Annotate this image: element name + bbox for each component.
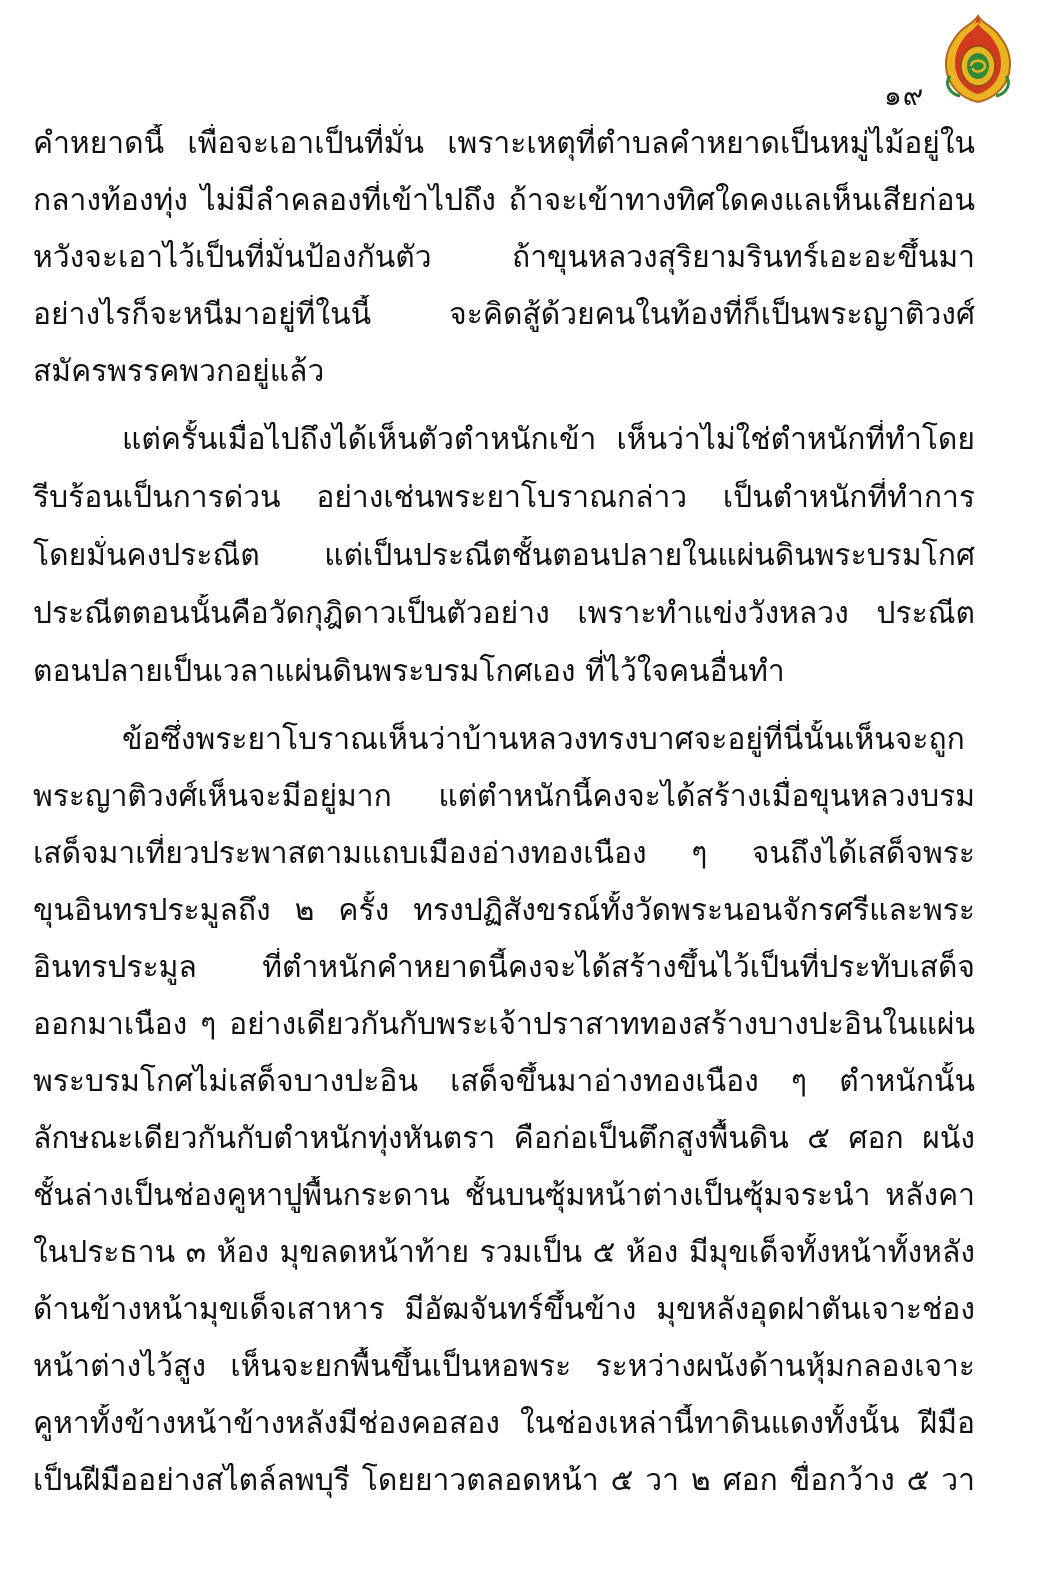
- text-line: อินทรประมูล ที่ตำหนักคำหยาดนี้คงจะได้สร้างขึ้นไว้เป็นที่ประทับเสด็จ: [33, 950, 975, 985]
- text-line: กลางท้องทุ่ง ไม่มีลำคลองที่เข้าไปถึง ถ้าจะเข้าทางทิศใดคงแลเห็นเสียก่อน: [33, 183, 975, 218]
- text-line: อย่างไรก็จะหนีมาอยู่ที่ในนี้ จะคิดสู้ด้วยคนในท้องที่ก็เป็นพระญาติวงศ์: [33, 297, 975, 332]
- text-line: หน้าต่างไว้สูง เห็นจะยกพื้นขึ้นเป็นหอพระ ระหว่างผนังด้านหุ้มกลองเจาะ: [33, 1349, 975, 1384]
- text-line: สมัครพรรคพวกอยู่แล้ว: [33, 354, 325, 389]
- page-number: ๑๙: [884, 79, 925, 112]
- text-line: เป็นฝีมืออย่างสไตล์ลพบุรี โดยยาวตลอดหน้า ๕ วา ๒ ศอก ขื่อกว้าง ๕ วา: [33, 1463, 975, 1498]
- text-line: คูหาทั้งข้างหน้าข้างหลังมีช่องคอสอง ในช่องเหล่านี้ทาดินแดงทั้งนั้น ฝีมือ: [33, 1406, 975, 1441]
- text-line: ข้อซึ่งพระยาโบราณเห็นว่าบ้านหลวงทรงบาศจะอยู่ที่นี่นั้นเห็นจะถูก: [122, 722, 965, 757]
- text-line: คำหยาดนี้ เพื่อจะเอาเป็นที่มั่น เพราะเหตุที่ตำบลคำหยาดเป็นหมู่ไม้อยู่ใน: [33, 126, 975, 161]
- text-line: ออกมาเนือง ๆ อย่างเดียวกันกับพระเจ้าปราสาททองสร้างบางปะอินในแผ่น: [33, 1007, 975, 1042]
- text-line: ในประธาน ๓ ห้อง มุขลดหน้าท้าย รวมเป็น ๕ ห้อง มีมุขเด็จทั้งหน้าทั้งหลัง: [33, 1235, 975, 1270]
- text-line: ชั้นล่างเป็นช่องคูหาปูพื้นกระดาน ชั้นบนซุ้มหน้าต่างเป็นซุ้มจระนำ หลังคา: [33, 1178, 975, 1213]
- text-line: พระบรมโกศไม่เสด็จบางปะอิน เสด็จขึ้นมาอ่างทองเนือง ๆ ตำหนักนั้น: [33, 1064, 975, 1099]
- text-line: ตอนปลายเป็นเวลาแผ่นดินพระบรมโกศเอง ที่ไว้ใจคนอื่นทำ: [33, 654, 785, 689]
- text-line: ลักษณะเดียวกันกับตำหนักทุ่งหันตรา คือก่อเป็นตึกสูงพื้นดิน ๕ ศอก ผนัง: [33, 1121, 975, 1156]
- text-line: พระญาติวงศ์เห็นจะมีอยู่มาก แต่ตำหนักนี้คงจะได้สร้างเมื่อขุนหลวงบรม: [33, 779, 975, 814]
- text-line: ขุนอินทรประมูลถึง ๒ ครั้ง ทรงปฏิสังขรณ์ทั้งวัดพระนอนจักรศรีและพระ: [33, 893, 975, 928]
- text-line: เสด็จมาเที่ยวประพาสตามแถบเมืองอ่างทองเนือง ๆ จนถึงได้เสด็จพระ: [33, 836, 975, 871]
- text-line: ประณีตตอนนั้นคือวัดกุฎิดาวเป็นตัวอย่าง เพราะทำแข่งวังหลวง ประณีต: [33, 596, 975, 631]
- text-line: รีบร้อนเป็นการด่วน อย่างเช่นพระยาโบราณกล่าว เป็นตำหนักที่ทำการ: [33, 480, 975, 515]
- text-line: แต่ครั้นเมื่อไปถึงได้เห็นตัวตำหนักเข้า เห็นว่าไม่ใช่ตำหนักที่ทำโดย: [122, 422, 975, 457]
- text-line: ด้านข้างหน้ามุขเด็จเสาหาร มีอัฒจันทร์ขึ้นข้าง มุขหลังอุดฝาตันเจาะช่อง: [33, 1292, 975, 1327]
- text-line: หวังจะเอาไว้เป็นที่มั่นป้องกันตัว ถ้าขุนหลวงสุริยามรินทร์เอะอะขึ้นมา: [33, 240, 975, 275]
- thai-government-emblem-icon: [940, 14, 1016, 104]
- text-line: โดยมั่นคงประณีต แต่เป็นประณีตชั้นตอนปลายในแผ่นดินพระบรมโกศ: [33, 538, 975, 573]
